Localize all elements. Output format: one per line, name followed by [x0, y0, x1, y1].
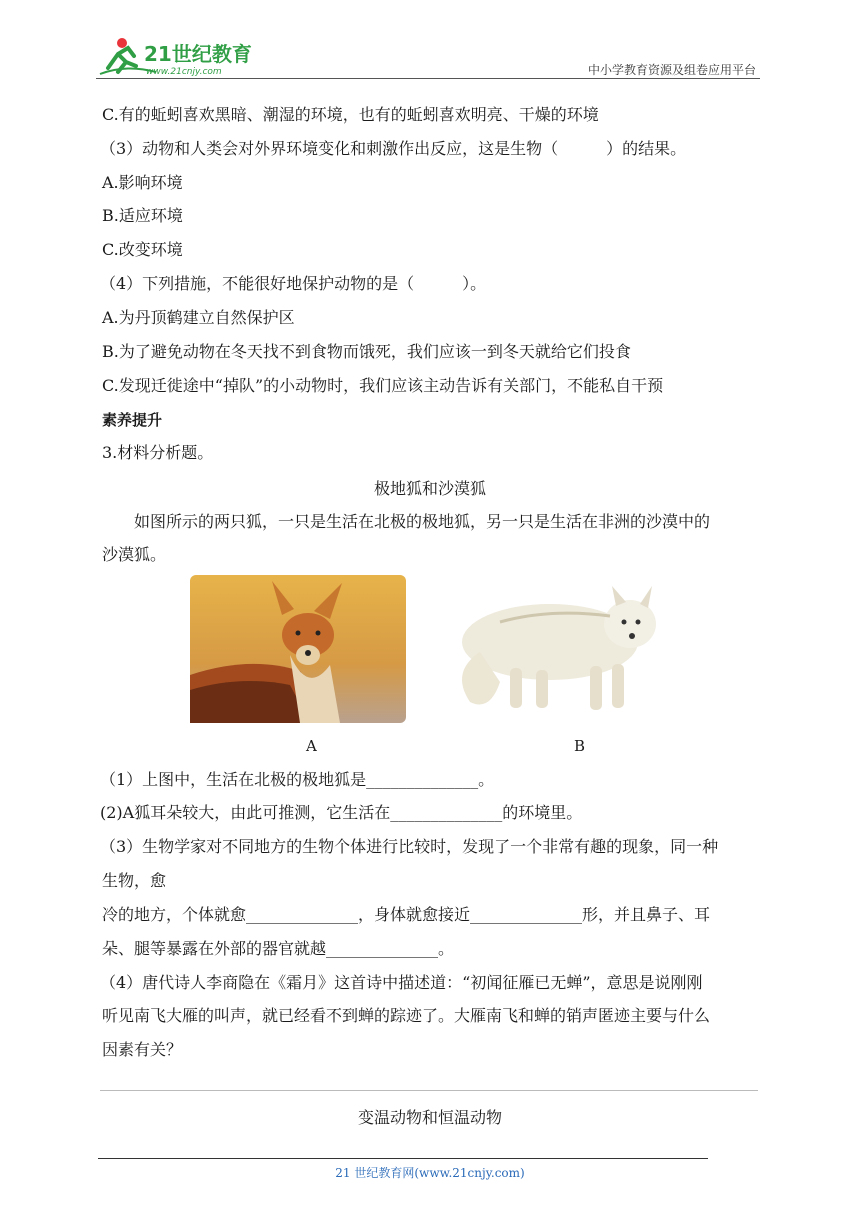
header-platform-text: 中小学教育资源及组卷应用平台 [587, 63, 756, 77]
caption-b: B [574, 737, 586, 755]
site-logo [96, 34, 266, 80]
next-section-title: 变温动物和恒温动物 [357, 1108, 502, 1127]
intro-line-1: 如图所示的两只狐，一只是生活在北极的极地狐，另一只是生活在非洲的沙漠中的 [134, 512, 711, 531]
q4-option-c: C.发现迁徙途中“掉队”的小动物时，我们应该主动告诉有关部门，不能私自干预 [102, 376, 664, 395]
desert-fox-image [190, 575, 406, 723]
svg-text:www.21cnjy.com: www.21cnjy.com [146, 67, 222, 77]
subq-4-line-1: （4）唐代诗人李商隐在《霜月》这首诗中描述道：“初闻征雁已无蝉”，意思是说刚刚 [100, 973, 703, 992]
subq-2: (2)A狐耳朵较大，由此可推测，它生活在______________的环境里。 [100, 803, 583, 822]
subq-3-line-4: 朵、腿等暴露在外部的器官就越______________。 [102, 939, 455, 958]
svg-text:21世纪教育: 21世纪教育 [144, 42, 252, 66]
subq-3-line-3: 冷的地方，个体就愈______________，身体就愈接近______________形，并且鼻子、耳 [102, 905, 711, 924]
header-divider [96, 78, 760, 79]
subq-3-line-2: 生物，愈 [102, 871, 167, 890]
section-divider [100, 1090, 758, 1091]
caption-a: A [306, 737, 317, 755]
q3-option-a: A.影响环境 [102, 173, 183, 192]
footer-text: 21 世纪教育网(www.21cnjy.com) [335, 1166, 525, 1180]
item-3: 3.材料分析题。 [102, 443, 214, 462]
subq-3-line-1: （3）生物学家对不同地方的生物个体进行比较时，发现了一个非常有趣的现象，同一种 [100, 837, 719, 856]
question-4: （4）下列措施，不能很好地保护动物的是（ ）。 [100, 274, 487, 293]
q4-option-b: B.为了避免动物在冬天找不到食物而饿死，我们应该一到冬天就给它们投食 [102, 342, 631, 361]
footer-divider [98, 1158, 708, 1159]
intro-line-2: 沙漠狐。 [102, 545, 167, 564]
material-title: 极地狐和沙漠狐 [373, 479, 486, 498]
subq-4-line-3: 因素有关？ [102, 1040, 183, 1059]
section-heading: 素养提升 [102, 411, 163, 429]
option-c-earthworm: C.有的蚯蚓喜欢黑暗、潮湿的环境，也有的蚯蚓喜欢明亮、干燥的环境 [102, 105, 599, 124]
question-3: （3）动物和人类会对外界环境变化和刺激作出反应，这是生物（ ）的结果。 [100, 139, 687, 158]
subq-4-line-2: 听见南飞大雁的叫声，就已经看不到蝉的踪迹了。大雁南飞和蝉的销声匿迹主要与什么 [102, 1006, 711, 1025]
q3-option-c: C.改变环境 [102, 240, 183, 259]
subq-1: （1）上图中，生活在北极的极地狐是______________。 [100, 770, 495, 789]
runner-logo-icon [96, 34, 266, 80]
q4-option-a: A.为丹顶鹤建立自然保护区 [102, 308, 295, 327]
q3-option-b: B.适应环境 [102, 206, 183, 225]
arctic-fox-image [440, 572, 680, 722]
